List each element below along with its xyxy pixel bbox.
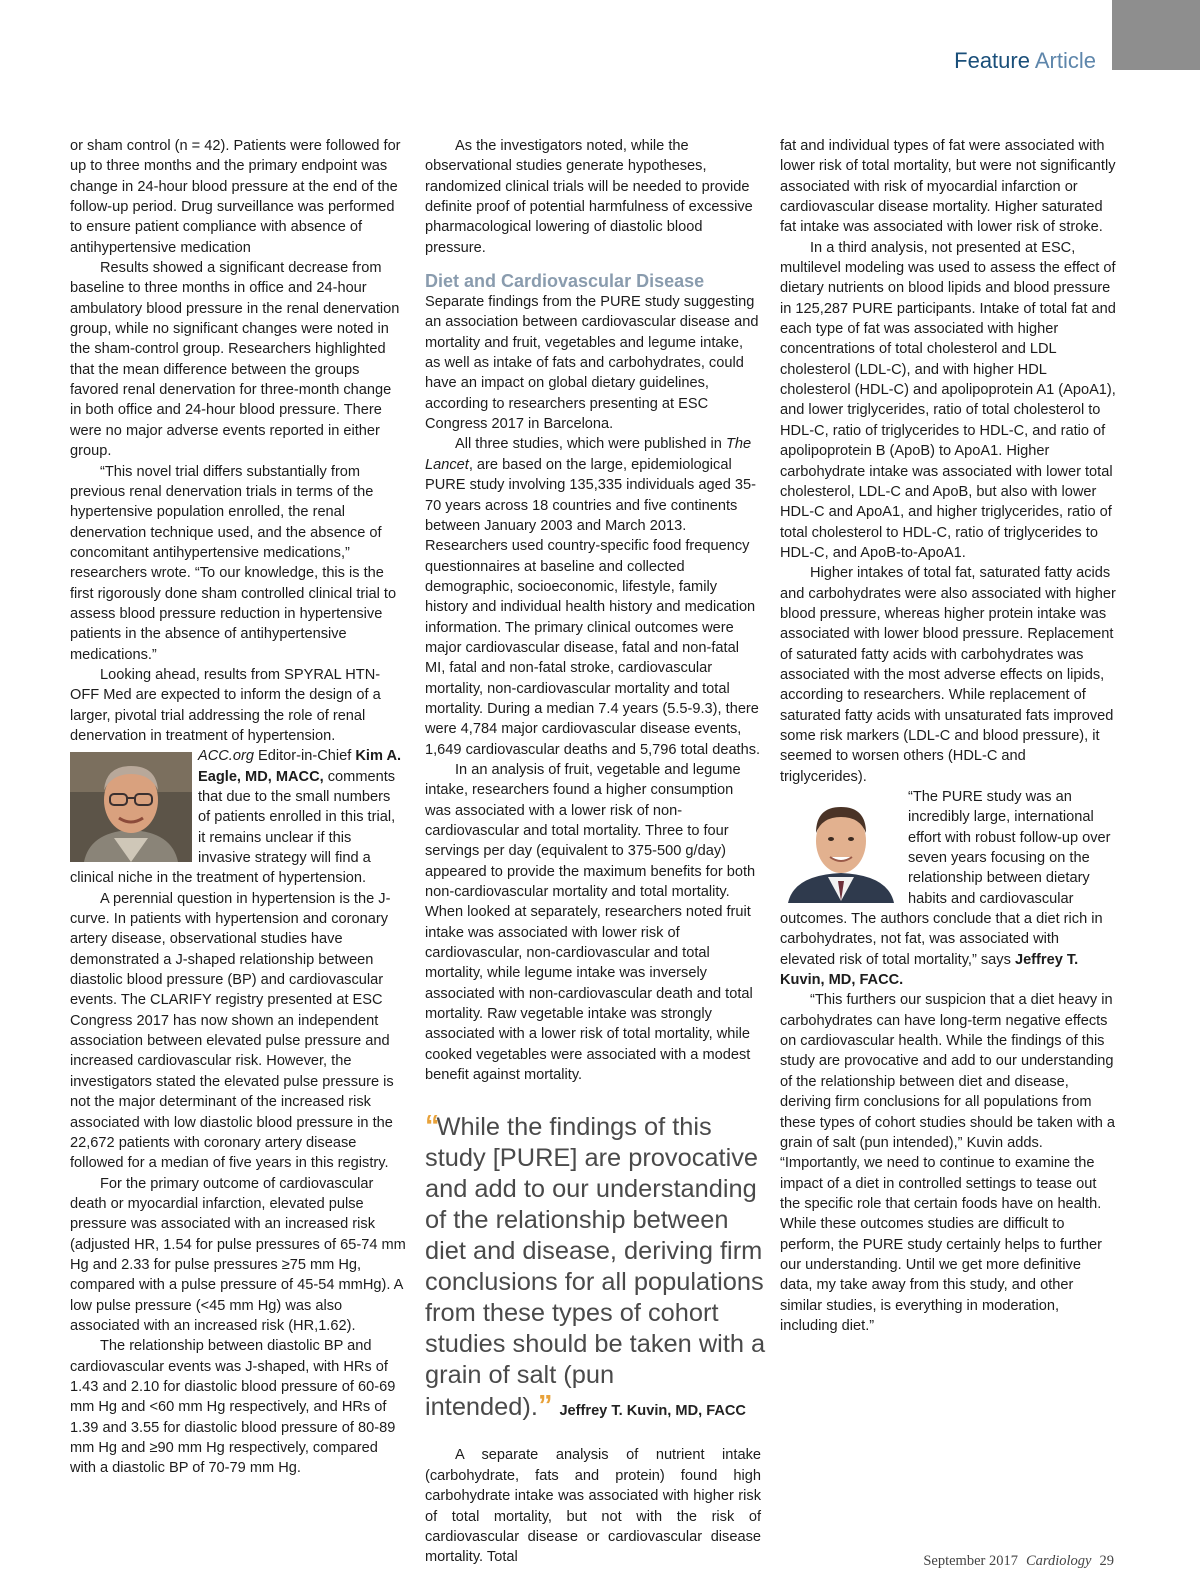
issue-date: September 2017 (923, 1553, 1018, 1569)
paragraph: Looking ahead, results from SPYRAL HTN-OFF Med are expected to inform the design of a larger, pivotal trial addressing the role of renal denervation in treatment of hypertension. (70, 666, 381, 744)
column-3 (780, 136, 1116, 1336)
paragraph: Results showed a significant decrease from baseline to three months in office and 24-hour ambulatory blood pressure in the renal denervation group, while no significant changes were noted in the sham-control group. Researchers highlighted that the mean difference between the groups favored renal denervation for three-month change in both office and 24-hour blood pressure. There were no major adverse events reported in either group. (70, 260, 400, 460)
paragraph: A separate analysis of nutrient intake (carbohydrate, fats and protein) found high carbohydrate intake was associated with higher risk of total mortality, but not with the risk of cardiovascular disease or cardiovascular disease mortality. Total (425, 1447, 761, 1566)
close-quote-icon: ” (537, 1390, 550, 1423)
paragraph: For the primary outcome of cardiovascular death or myocardial infarction, elevated pulse pressure was associated with an increased risk (adjusted HR, 1.54 for pulse pressures of 65-74 mm Hg and 2.33 for pulse pressures ≥75 mm Hg, compared with a pulse pressure of 45-54 mmHg). A low pulse pressure (<45 mm Hg) was also associated with an increased risk (HR,1.62). (70, 1175, 406, 1334)
pull-quote-attribution: Jeffrey T. Kuvin, MD, FACC (559, 1403, 746, 1420)
pull-quote (425, 1111, 775, 1427)
section-label-bold: Feature (954, 48, 1030, 73)
section-label-light: Article (1034, 48, 1096, 73)
column-1 (70, 136, 406, 1479)
paragraph: In an analysis of fruit, vegetable and legume intake, researchers found a higher consumption was associated with a lower risk of non-cardiovascular and total mortality. Three to four servings per day (equivalent to 375-500 g/day) appeared to provide the maximum benefits for both non-cardiovascular mortality and total mortality. When looked at separately, researchers noted fruit intake was associated with lower risk of cardiovascular, non-cardiovascular and total mortality, while legume intake was inversely associated with non-cardiovascular death and total mortality. Raw vegetable intake was strongly associated with a lower risk of total mortality, while cooked vegetables were associated with a modest benefit against mortality. (425, 761, 756, 1084)
page-number: 29 (1099, 1553, 1114, 1569)
paragraph (425, 434, 761, 760)
magazine-name: Cardiology (1025, 1553, 1092, 1569)
paragraph: or sham control (n = 42). Patients were followed for up to three months and the primary endpoint was change in 24-hour blood pressure at the end of the follow-up period. Drug surveillance was performed to ensure patient compliance with absence of antihypertensive medication (70, 138, 401, 256)
photo-jeffrey-kuvin (780, 793, 902, 903)
text-run: comments that due to the small numbers of patients enrolled in this trial, it remains unclear if this invasive strategy will find a clinical niche in the treatment of hypertension. (70, 768, 396, 887)
column-2 (425, 136, 766, 1568)
subheading: Diet and Cardiovascular Disease (425, 271, 705, 292)
paragraph: In a third analysis, not presented at ESC, multilevel modeling was used to assess the effect of dietary nutrients on blood lipids and blood pressure in 125,287 PURE participants. Intake of total fat and each type of fat was associated with higher concentrations of total cholesterol and LDL cholesterol (LDL-C), and with higher HDL cholesterol (HDL-C) and apolipoprotein A1 (ApoA1), and lower triglycerides, ratio of total cholesterol to HDL-C, ratio of triglycerides to HDL-C, and ratio of apolipoprotein B (ApoB) to ApoA1. Higher carbohydrate intake was associated with lower total cholesterol, LDL-C and ApoB, but also with lower HDL-C and ApoA1, and higher triglycerides, ratio of total cholesterol to HDL-C, ratio of triglycerides to HDL-C, and ApoB-to-ApoA1. (780, 239, 1116, 561)
paragraph: As the investigators noted, while the observational studies generate hypotheses, randomized clinical trials will be needed to provide definite proof of potential harmfulness of excessive pharmacological lowering of diastolic blood pressure. (425, 138, 753, 256)
open-quote-icon: “ (425, 1110, 437, 1143)
paragraph: Higher intakes of total fat, saturated fatty acids and carbohydrates were also associated with higher blood pressure, whereas higher protein intake was associated with lower blood pressure. Replacement of saturated fatty acids with carbohydrates was associated with the most adverse effects on lipids, according to researchers. While replacement of saturated fatty acids with unsaturated fats improved some risk markers (LDL-C and blood pressure), it seemed to worsen others (HDL-C and triglycerides). (780, 565, 1116, 785)
site-name: ACC.org (198, 748, 254, 765)
corner-tab (1112, 0, 1200, 70)
photo-kim-eagle (70, 752, 192, 862)
paragraph: A perennial question in hypertension is the J-curve. In patients with hypertension and coronary artery disease, observational studies have demonstrated a J-shaped relationship between diastolic blood pressure (BP) and cardiovascular events. The CLARIFY registry presented at ESC Congress 2017 has now shown an independent association between elevated pulse pressure and increased cardiovascular risk. However, the investigators stated the elevated pulse pressure is not the major determinant of the increased risk associated with low diastolic blood pressure in the 22,672 patients with coronary artery disease followed for a median of five years in this registry. (70, 890, 394, 1172)
paragraph: fat and individual types of fat were associated with lower risk of total mortality, but were not significantly associated with risk of myocardial infarction or cardiovascular disease mortality. Higher saturated fat intake was associated with lower risk of stroke. (780, 138, 1116, 236)
section-header (954, 48, 1096, 74)
page-footer (923, 1553, 1114, 1570)
text-run: , are based on the large, epidemiological PURE study involving 135,335 individuals aged 35-70 years across 18 countries and five continents between January 2003 and March 2013. Researchers used country-specific food frequency questionnaires at baseline and collected demographic, socioeconomic, lifestyle, family history and individual health history and medication information. The primary clinical outcomes were major cardiovascular disease, fatal and non-fatal MI, fatal and non-fatal stroke, cardiovascular mortality, non-cardiovascular mortality and total mortality. During a median 7.4 years (5.5-9.3), there were 4,784 major cardiovascular disease events, 1,649 cardiovascular deaths and 5,796 total deaths. (425, 456, 761, 758)
paragraph: The relationship between diastolic BP and cardiovascular events was J-shaped, with HRs of 1.43 and 2.10 for diastolic blood pressure of 60-69 mm Hg and <60 mm Hg respectively, and HRs of 1.39 and 3.55 for diastolic blood pressure of 80-89 mm Hg and ≥90 mm Hg respectively, compared with a diastolic BP of 70-79 mm Hg. (70, 1338, 396, 1477)
paragraph: Separate findings from the PURE study suggesting an association between cardiovascular disease and mortality and fruit, vegetables and legume intake, as well as intake of fats and carbohydrates, could have an impact on global dietary guidelines, according to researchers presenting at ESC Congress 2017 in Barcelona. (425, 294, 759, 433)
text-run: All three studies, which were published in (455, 436, 722, 453)
pull-quote-text: While the findings of this study [PURE] are provocative and add to our understanding of the relationship between diet and disease, deriving firm conclusions for all populations from these types of cohort studies should be taken with a grain of salt (pun intended). (425, 1113, 766, 1422)
person-name: Jeffrey T. Kuvin, MD, FACC. (780, 951, 1079, 989)
paragraph: “This furthers our suspicion that a diet heavy in carbohydrates can have long-term negative effects on cardiovascular health. While the findings of this study are provocative and add to our understanding of the relationship between diet and disease, deriving firm conclusions for all populations from these types of cohort studies should be taken with a grain of salt (pun intended),” Kuvin adds. “Importantly, we need to continue to examine the impact of a diet in controlled settings to tease out the specific role that certain foods have on health. While these outcomes studies are difficult to perform, the PURE study certainly helps to further our understanding. Until we get more definitive data, my take away from this study, and other similar studies, is everything in moderation, including diet.” (780, 992, 1116, 1334)
text-run: Editor-in-Chief (258, 748, 352, 765)
person-name: Kim A. Eagle, MD, MACC, (198, 748, 402, 785)
paragraph: “This novel trial differs substantially from previous renal denervation trials in terms of the hypertensive population enrolled, the renal denervation technique used, and the absence of concomitant antihypertensive medications,” researchers wrote. “To our knowledge, this is the first rigorously done sham controlled clinical trial to assess blood pressure reduction in hypertensive patients in the absence of antihypertensive medications.” (70, 463, 397, 663)
journal-name: The Lancet (425, 436, 752, 473)
text-run: “The PURE study was an incredibly large, international effort with robust follow-up over seven years focusing on the relationship between dietary habits and cardiovascular outcomes. The authors conclude that a diet rich in carbohydrates, not fat, was associated with elevated risk of total mortality,” says (780, 789, 1111, 968)
